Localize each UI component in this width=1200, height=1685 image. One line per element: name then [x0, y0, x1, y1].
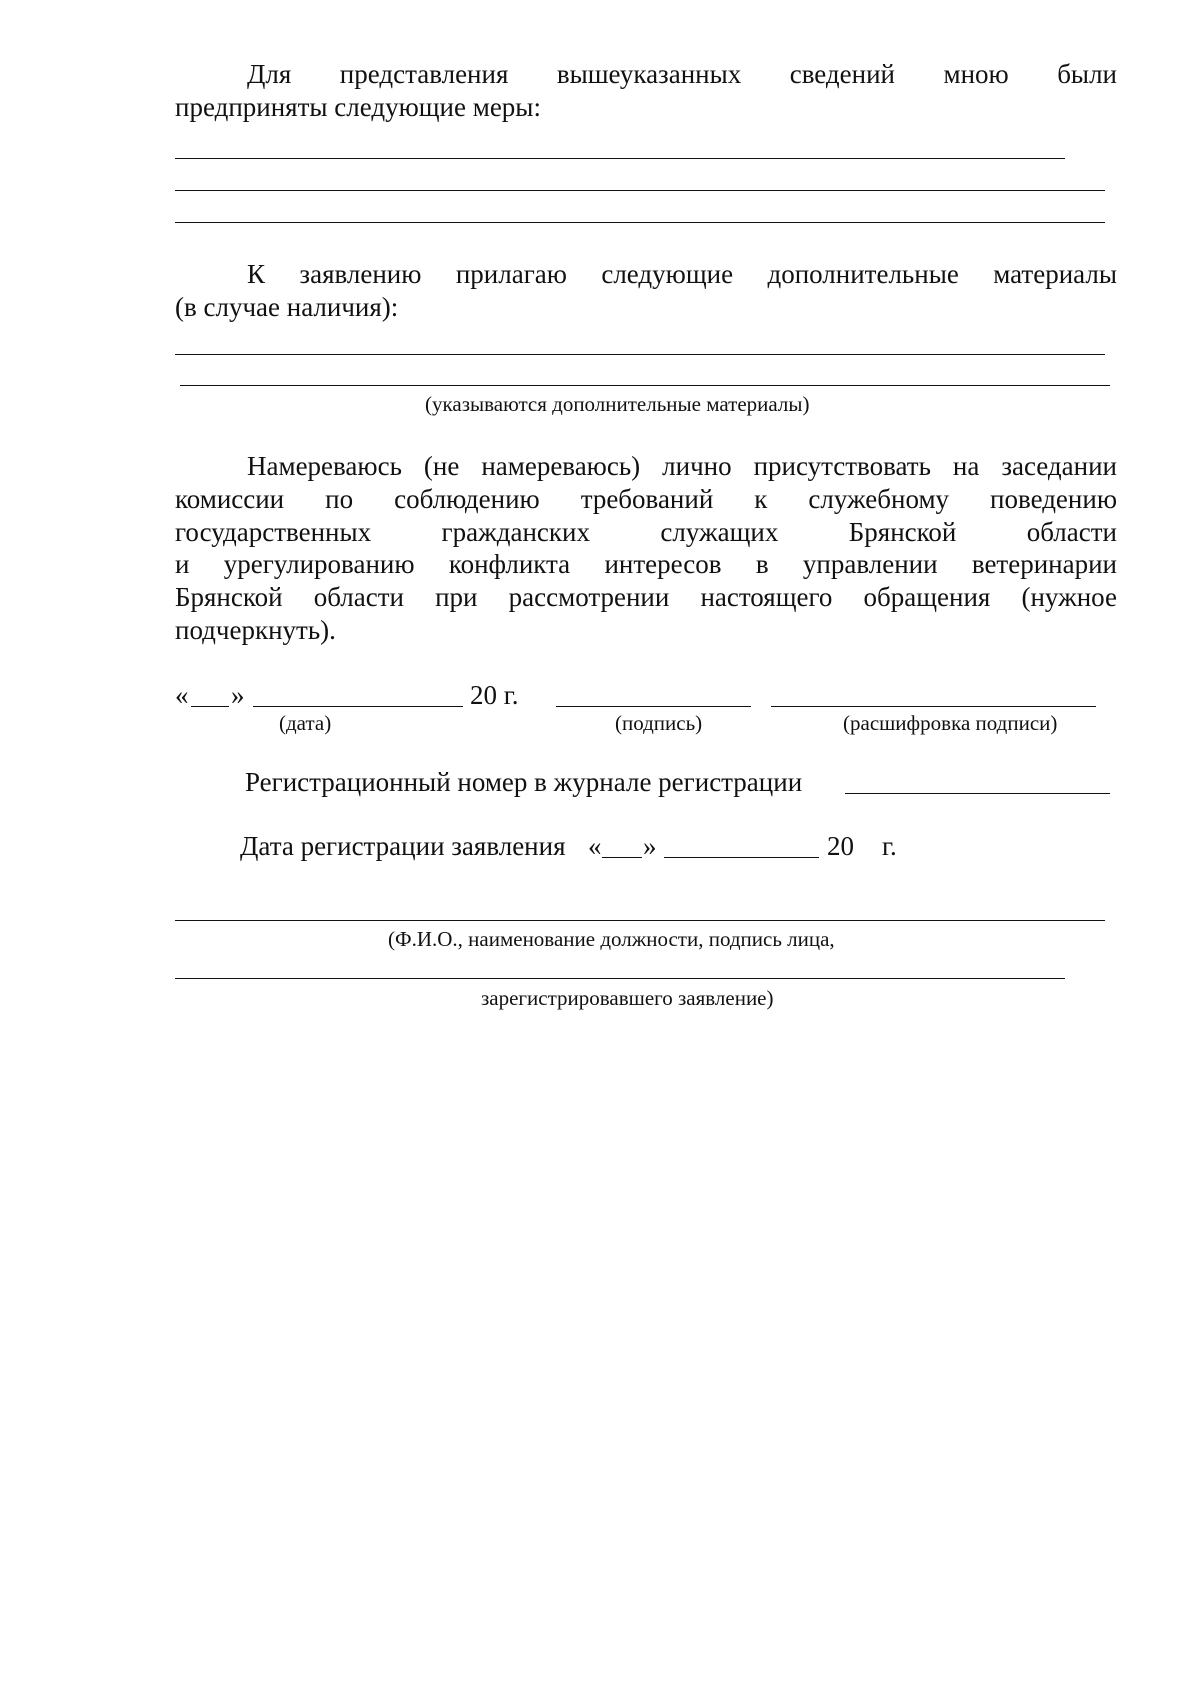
intent-line-3: государственных гражданских служащих Брянской области — [175, 517, 1117, 547]
attachments-blank-line-2 — [180, 385, 1110, 386]
measures-blank-line-2 — [175, 190, 1105, 191]
registration-year-label: 20 — [827, 831, 854, 861]
attachments-line-1: К заявлению прилагаю следующие дополнительные материалы — [247, 259, 1117, 289]
registrar-caption-1: (Ф.И.О., наименование должности, подпись лица, — [388, 927, 835, 951]
registration-number-field[interactable] — [845, 793, 1110, 794]
registration-quote-close: » — [643, 831, 657, 861]
registration-date-label: Дата регистрации заявления — [240, 831, 566, 861]
attachments-line-2: (в случае наличия): — [175, 292, 399, 322]
date-month-field[interactable] — [253, 706, 463, 707]
measures-blank-line-3 — [175, 222, 1105, 223]
attachments-caption: (указываются дополнительные материалы) — [425, 392, 810, 416]
intent-line-6: подчеркнуть). — [175, 615, 336, 645]
signature-field[interactable] — [556, 706, 751, 707]
intent-line-2: комиссии по соблюдению требований к служебному поведению — [175, 484, 1117, 514]
signature-decode-field[interactable] — [771, 706, 1096, 707]
date-year-label: 20 г. — [470, 680, 519, 710]
measures-line-2: предприняты следующие меры: — [175, 92, 541, 122]
registration-month-field[interactable] — [664, 857, 819, 858]
registrar-line-1[interactable] — [175, 920, 1105, 921]
registration-number-label: Регистрационный номер в журнале регистрации — [245, 767, 803, 797]
intent-line-4: и урегулированию конфликта интересов в управлении ветеринарии — [175, 549, 1117, 579]
date-quote-open: « — [175, 680, 189, 710]
date-caption: (дата) — [279, 711, 332, 735]
measures-line-1: Для представления вышеуказанных сведений мною были — [247, 59, 1117, 89]
signature-caption: (подпись) — [615, 711, 703, 735]
signature-decode-caption: (расшифровка подписи) — [843, 711, 1058, 735]
registrar-line-2[interactable] — [175, 978, 1065, 979]
intent-line-5: Брянской области при рассмотрении настоящего обращения (нужное — [175, 582, 1117, 612]
registration-day-field[interactable] — [602, 857, 642, 858]
date-quote-close: » — [231, 680, 245, 710]
intent-line-1: Намереваюсь (не намереваюсь) лично присутствовать на заседании — [247, 451, 1117, 481]
registration-quote-open: « — [588, 831, 602, 861]
attachments-blank-line-1 — [175, 354, 1105, 355]
date-day-field[interactable] — [191, 706, 229, 707]
measures-blank-line-1 — [175, 158, 1065, 159]
registration-year-suffix: г. — [882, 831, 897, 861]
registrar-caption-2: зарегистрировавшего заявление) — [481, 986, 774, 1010]
